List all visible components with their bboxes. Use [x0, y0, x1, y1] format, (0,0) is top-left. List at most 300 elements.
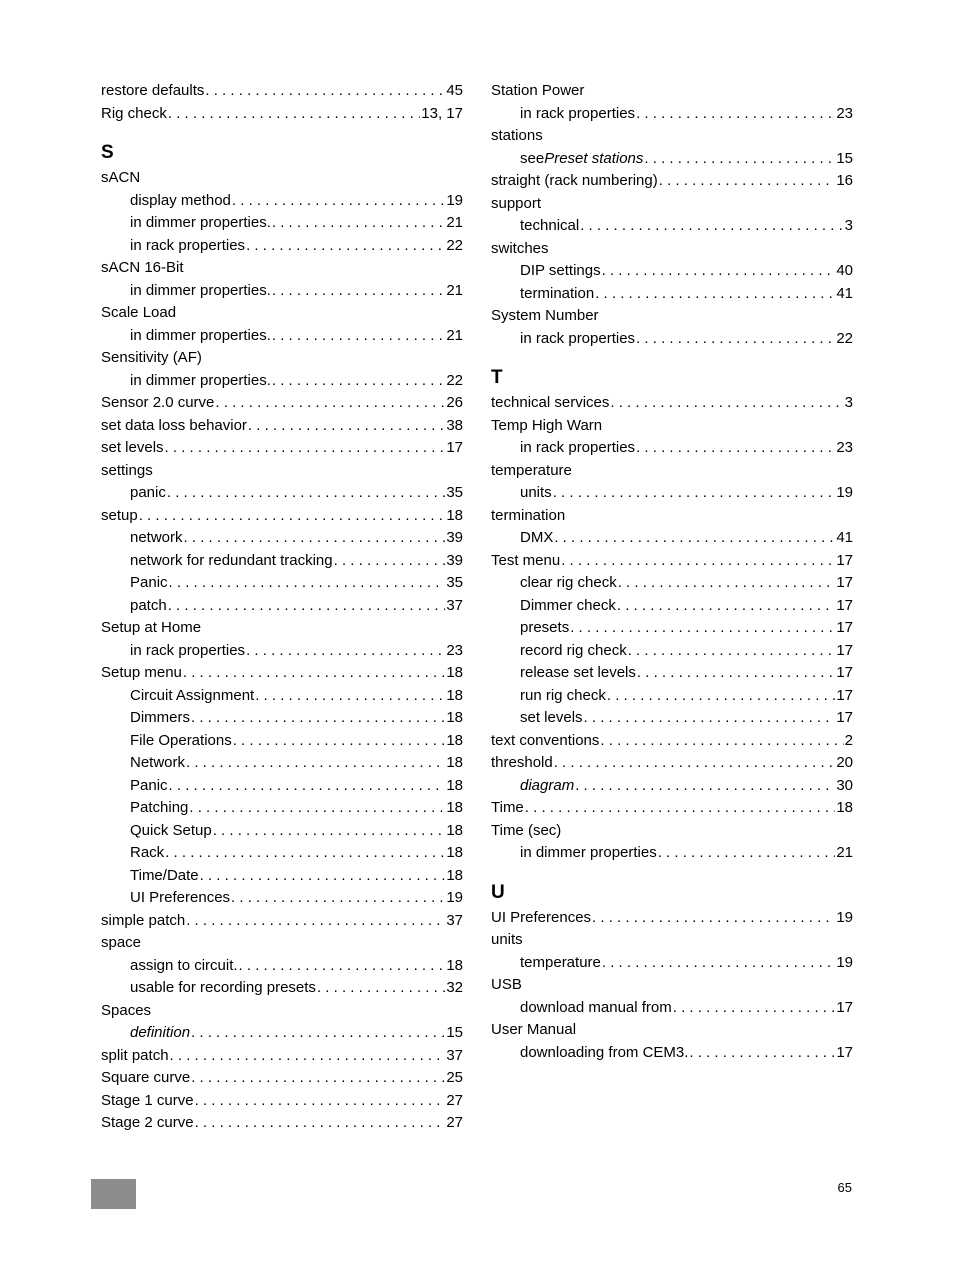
index-term: in dimmer properties. — [130, 371, 271, 389]
dot-leader — [186, 752, 445, 775]
index-term: stations — [491, 127, 543, 144]
index-page-ref: 15 — [836, 149, 853, 167]
index-page-ref: 18 — [446, 956, 463, 974]
index-heading-user-manual — [491, 1019, 853, 1042]
index-page-ref: 22 — [446, 236, 463, 254]
index-term: Stage 2 curve — [101, 1114, 194, 1131]
index-term: in rack properties — [520, 329, 636, 347]
index-page-ref: 17 — [836, 619, 853, 636]
index-term: presets — [520, 619, 570, 636]
index-term: split patch — [101, 1046, 169, 1064]
index-term: straight (rack numbering) — [491, 172, 658, 189]
dot-leader — [169, 775, 446, 798]
index-heading-usb — [491, 974, 853, 997]
index-subentry-display-method — [101, 190, 463, 213]
index-term: display method — [130, 191, 231, 209]
index-heading-space — [101, 932, 463, 955]
index-term: in rack properties — [520, 439, 636, 456]
dot-leader — [602, 260, 836, 283]
index-entry-stage-2-curve — [101, 1112, 463, 1135]
index-subentry-ui-preferences — [101, 887, 463, 910]
index-page-ref: 17 — [836, 686, 853, 704]
index-subentry-in-rack-properties — [491, 328, 853, 351]
index-page-ref: 23 — [836, 439, 853, 456]
index-heading-scale-load — [101, 302, 463, 325]
index-entry-ui-preferences — [491, 907, 853, 930]
index-page-ref: 19 — [836, 953, 853, 971]
index-subentry-file-operations — [101, 730, 463, 753]
index-term: Dimmers — [130, 709, 190, 726]
dot-leader — [636, 103, 835, 126]
index-heading-termination — [491, 505, 853, 528]
index-subentry-assign-to-circuit — [101, 955, 463, 978]
index-page-ref: 21 — [836, 844, 853, 861]
index-page-ref: 17 — [836, 641, 853, 659]
dot-leader — [165, 437, 446, 460]
index-subentry-diagram — [491, 775, 853, 798]
dot-leader — [602, 952, 835, 975]
dot-leader — [659, 170, 836, 193]
index-column-right — [491, 80, 853, 1064]
index-term: Network — [130, 754, 186, 771]
index-term: Station Power — [491, 82, 585, 99]
index-term: text conventions — [491, 731, 600, 749]
index-page-ref: 18 — [446, 506, 463, 524]
index-page-ref: 35 — [446, 574, 463, 591]
index-subentry-network — [101, 527, 463, 550]
index-term: Rack — [130, 844, 165, 861]
index-term: Panic — [130, 776, 168, 794]
index-subentry-units — [491, 482, 853, 505]
index-entry-sensor-2-0-curve — [101, 392, 463, 415]
index-term: sACN — [101, 169, 141, 186]
index-column-left — [101, 80, 463, 1135]
index-subentry-in-dimmer-properties — [491, 842, 853, 865]
index-entry-text-conventions — [491, 730, 853, 753]
index-page-ref: 37 — [446, 596, 463, 614]
index-page-ref: 17 — [836, 664, 853, 681]
index-entry-split-patch — [101, 1045, 463, 1068]
dot-leader — [610, 392, 843, 415]
index-subentry-downloading-from-cem3 — [491, 1042, 853, 1065]
index-term: in rack properties — [130, 641, 246, 659]
index-page-ref: 17 — [836, 709, 853, 726]
dot-leader — [191, 707, 445, 730]
index-subentry-in-rack-properties — [491, 437, 853, 460]
index-page-ref: 15 — [446, 1024, 463, 1041]
index-page-ref: 40 — [836, 262, 853, 279]
index-page-ref: 20 — [836, 754, 853, 771]
index-subentry-circuit-assignment — [101, 685, 463, 708]
dot-leader — [168, 595, 446, 618]
index-term: Time/Date — [130, 866, 199, 884]
index-page-ref: 3 — [844, 394, 853, 411]
index-page-ref: 21 — [446, 326, 463, 344]
index-subentry-rack — [101, 842, 463, 865]
dot-leader — [272, 212, 445, 235]
index-heading-sensitivity-af — [101, 347, 463, 370]
index-subentry-panic — [101, 775, 463, 798]
dot-leader — [195, 1112, 446, 1135]
dot-leader — [570, 617, 835, 640]
index-term: patch — [130, 596, 167, 614]
index-subentry-definition — [101, 1022, 463, 1045]
index-page-ref: 17 — [836, 596, 853, 614]
index-term: Setup menu — [101, 664, 182, 681]
dot-leader — [553, 482, 836, 505]
index-subentry-see-preset-stations — [491, 148, 853, 171]
index-subentry-in-rack-properties — [101, 235, 463, 258]
dot-leader — [248, 415, 445, 438]
index-page-ref: 17 — [836, 574, 853, 591]
dot-leader — [169, 572, 446, 595]
index-entry-simple-patch — [101, 910, 463, 933]
index-entry-straight-rack-numbering — [491, 170, 853, 193]
index-subentry-in-dimmer-properties — [101, 212, 463, 235]
dot-leader — [272, 370, 445, 393]
index-term: network for redundant tracking — [130, 551, 333, 569]
index-heading-setup-at-home — [101, 617, 463, 640]
index-page-ref: 23 — [836, 104, 853, 122]
dot-leader — [575, 775, 835, 798]
index-subentry-in-dimmer-properties — [101, 280, 463, 303]
index-subentry-network — [101, 752, 463, 775]
index-term: in dimmer properties. — [130, 326, 271, 344]
dot-leader — [561, 550, 835, 573]
index-term: DIP settings — [520, 262, 601, 279]
dot-leader — [246, 640, 445, 663]
section-letter-s: S — [101, 142, 114, 163]
index-heading-sacn — [101, 167, 463, 190]
index-page-ref: 32 — [446, 979, 463, 996]
index-subentry-temperature — [491, 952, 853, 975]
index-term: Scale Load — [101, 304, 177, 321]
index-entry-technical-services — [491, 392, 853, 415]
index-term: release set levels — [520, 664, 636, 681]
dot-leader — [637, 662, 835, 685]
index-term: switches — [491, 239, 549, 257]
index-term: Temp High Warn — [491, 416, 603, 434]
index-term: Time (sec) — [491, 821, 562, 839]
index-term: diagram — [520, 776, 575, 794]
dot-leader — [239, 955, 446, 978]
index-page-ref: 25 — [446, 1069, 463, 1086]
index-entry-stage-1-curve — [101, 1090, 463, 1113]
index-term: panic — [130, 484, 166, 501]
index-term: Setup at Home — [101, 619, 202, 636]
index-page-ref: 2 — [844, 731, 853, 749]
index-term: Quick Setup — [130, 821, 212, 839]
index-page-ref: 41 — [836, 529, 853, 546]
index-subentry-network-for-redundant-tracking — [101, 550, 463, 573]
index-term: Circuit Assignment — [130, 686, 255, 704]
index-term: User Manual — [491, 1021, 577, 1038]
index-page-ref: 17 — [836, 1043, 853, 1061]
index-page-ref: 35 — [446, 484, 463, 501]
index-subentry-download-manual-from — [491, 997, 853, 1020]
index-term: Sensor 2.0 curve — [101, 394, 215, 411]
index-page-ref: 39 — [446, 529, 463, 546]
index-subentry-clear-rig-check — [491, 572, 853, 595]
index-term: record rig check — [520, 641, 627, 659]
index-page-ref: 18 — [446, 844, 463, 861]
index-term: Test menu — [491, 551, 561, 569]
index-heading-temp-high-warn — [491, 415, 853, 438]
dot-leader — [334, 550, 446, 573]
dot-leader — [231, 887, 445, 910]
index-term: units — [520, 484, 552, 501]
index-entry-set-levels — [101, 437, 463, 460]
dot-leader — [584, 707, 836, 730]
section-letter-t: T — [491, 367, 503, 388]
dot-leader — [317, 977, 445, 1000]
index-term: in dimmer properties. — [130, 214, 271, 231]
index-entry-threshold — [491, 752, 853, 775]
dot-leader — [272, 280, 445, 303]
index-term: set levels — [101, 439, 164, 456]
index-subentry-quick-setup — [101, 820, 463, 843]
index-page-ref: 13, 17 — [421, 104, 463, 122]
page-number: 65 — [837, 1180, 852, 1195]
index-subentry-dimmer-check — [491, 595, 853, 618]
index-page-ref: 18 — [446, 776, 463, 794]
index-term: set data loss behavior — [101, 416, 247, 434]
index-term: definition — [130, 1024, 191, 1041]
index-heading-sacn-16-bit — [101, 257, 463, 280]
index-term: Sensitivity (AF) — [101, 349, 202, 366]
index-term: UI Preferences — [491, 908, 592, 926]
dot-leader — [272, 325, 445, 348]
index-term: downloading from CEM3. — [520, 1043, 689, 1061]
index-heading-support — [491, 193, 853, 216]
index-subentry-time-date — [101, 865, 463, 888]
dot-leader — [184, 527, 446, 550]
index-subentry-dimmers — [101, 707, 463, 730]
index-term: support — [491, 194, 542, 212]
index-heading-stations — [491, 125, 853, 148]
index-page-ref: 18 — [446, 664, 463, 681]
dot-leader — [600, 730, 843, 753]
index-page-ref: 23 — [446, 641, 463, 659]
dot-leader — [139, 505, 446, 528]
index-subentry-dip-settings — [491, 260, 853, 283]
dot-leader — [618, 572, 836, 595]
dot-leader — [232, 190, 445, 213]
index-page-ref: 17 — [836, 551, 853, 569]
index-entry-rig-check — [101, 103, 463, 126]
index-subentry-patch — [101, 595, 463, 618]
index-term: Panic — [130, 574, 168, 591]
index-page-ref: 19 — [836, 484, 853, 501]
index-page-ref: 3 — [844, 217, 853, 234]
dot-leader — [165, 842, 445, 865]
index-page-ref: 18 — [446, 686, 463, 704]
index-term: see — [520, 149, 545, 167]
index-page-ref: 19 — [446, 191, 463, 209]
index-page-ref: 18 — [836, 799, 853, 816]
index-term: termination — [491, 506, 566, 524]
index-term: Spaces — [101, 1001, 152, 1019]
index-term: Patching — [130, 799, 189, 816]
dot-leader — [525, 797, 836, 820]
index-heading-time-sec — [491, 820, 853, 843]
index-term: simple patch — [101, 911, 186, 929]
index-term: space — [101, 934, 142, 951]
index-term: technical services — [491, 394, 610, 411]
index-subentry-panic — [101, 482, 463, 505]
index-heading-settings — [101, 460, 463, 483]
dot-leader — [170, 1045, 446, 1068]
index-page-ref: 18 — [446, 754, 463, 771]
dot-leader — [636, 437, 835, 460]
index-subentry-set-levels — [491, 707, 853, 730]
dot-leader — [168, 103, 420, 126]
dot-leader — [617, 595, 835, 618]
index-entry-restore-defaults — [101, 80, 463, 103]
index-subentry-release-set-levels — [491, 662, 853, 685]
index-page-ref: 16 — [836, 172, 853, 189]
dot-leader — [167, 482, 445, 505]
index-page-ref: 21 — [446, 281, 463, 299]
index-term: setup — [101, 506, 138, 524]
dot-leader — [189, 797, 445, 820]
index-term: in dimmer properties — [520, 844, 657, 861]
index-term: units — [491, 931, 523, 948]
index-page-ref: 17 — [836, 998, 853, 1016]
index-page-ref: 22 — [446, 371, 463, 389]
dot-leader — [628, 640, 836, 663]
index-subentry-patching — [101, 797, 463, 820]
index-subentry-usable-for-recording-presets — [101, 977, 463, 1000]
dot-leader — [205, 80, 445, 103]
index-term: usable for recording presets — [130, 979, 316, 996]
index-term: File Operations — [130, 731, 232, 749]
dot-leader — [255, 685, 445, 708]
index-subentry-dmx — [491, 527, 853, 550]
index-term: UI Preferences — [130, 889, 231, 906]
dot-leader — [183, 662, 445, 685]
section-letter-u: U — [491, 881, 505, 903]
index-heading-switches — [491, 238, 853, 261]
index-term: settings — [101, 461, 153, 479]
index-term: run rig check — [520, 686, 606, 704]
index-page-ref: 18 — [446, 709, 463, 726]
index-entry-time — [491, 797, 853, 820]
index-subentry-in-dimmer-properties — [101, 370, 463, 393]
index-page-ref: 18 — [446, 866, 463, 884]
index-term: in rack properties — [130, 236, 246, 254]
index-subentry-technical — [491, 215, 853, 238]
dot-leader — [592, 907, 835, 930]
dot-leader — [191, 1022, 445, 1045]
index-page-ref: 37 — [446, 1046, 463, 1064]
dot-leader — [186, 910, 445, 933]
index-entry-square-curve — [101, 1067, 463, 1090]
index-term: DMX — [520, 529, 554, 546]
index-term: temperature — [520, 953, 601, 971]
index-term: download manual from — [520, 998, 672, 1016]
index-page-ref: 18 — [446, 799, 463, 816]
index-term-reference: Preset stations — [544, 149, 644, 167]
index-page-ref: 41 — [836, 284, 853, 302]
index-heading-station-power — [491, 80, 853, 103]
dot-leader — [554, 752, 836, 775]
index-subentry-panic — [101, 572, 463, 595]
index-term: technical — [520, 217, 580, 234]
index-term: temperature — [491, 461, 572, 479]
index-entry-setup — [101, 505, 463, 528]
index-term: termination — [520, 284, 595, 302]
index-term: System Number — [491, 307, 599, 324]
index-page-ref: 30 — [836, 776, 853, 794]
index-term: Square curve — [101, 1069, 191, 1086]
index-subentry-termination — [491, 283, 853, 306]
index-heading-system-number — [491, 305, 853, 328]
dot-leader — [554, 527, 835, 550]
dot-leader — [673, 997, 836, 1020]
index-subentry-run-rig-check — [491, 685, 853, 708]
dot-leader — [607, 685, 835, 708]
index-term: clear rig check — [520, 574, 617, 591]
dot-leader — [689, 1042, 835, 1065]
index-subentry-in-rack-properties — [101, 640, 463, 663]
dot-leader — [658, 842, 836, 865]
index-term: restore defaults — [101, 82, 205, 99]
index-entry-set-data-loss-behavior — [101, 415, 463, 438]
index-page-ref: 38 — [446, 416, 463, 434]
dot-leader — [200, 865, 446, 888]
index-entry-setup-menu — [101, 662, 463, 685]
index-term: Rig check — [101, 104, 167, 122]
index-page-ref: 19 — [836, 908, 853, 926]
index-term: assign to circuit. — [130, 956, 238, 974]
index-term: set levels — [520, 709, 583, 726]
dot-leader — [595, 283, 835, 306]
index-page-ref: 22 — [836, 329, 853, 347]
index-term: in rack properties — [520, 104, 636, 122]
index-page-ref: 18 — [446, 731, 463, 749]
index-term: Stage 1 curve — [101, 1091, 194, 1109]
footer-tab-block — [91, 1179, 136, 1209]
dot-leader — [195, 1090, 446, 1113]
dot-leader — [215, 392, 445, 415]
index-term: threshold — [491, 754, 553, 771]
index-term: Dimmer check — [520, 596, 616, 614]
index-term: in dimmer properties. — [130, 281, 271, 299]
index-heading-spaces — [101, 1000, 463, 1023]
index-page-ref: 45 — [446, 82, 463, 99]
index-subentry-presets — [491, 617, 853, 640]
index-page-ref: 27 — [446, 1114, 463, 1131]
dot-leader — [213, 820, 446, 843]
index-subentry-in-rack-properties — [491, 103, 853, 126]
index-page-ref: 37 — [446, 911, 463, 929]
dot-leader — [644, 148, 835, 171]
dot-leader — [636, 328, 835, 351]
index-page-ref: 39 — [446, 551, 463, 569]
index-page-ref: 27 — [446, 1091, 463, 1109]
index-page-ref: 17 — [446, 439, 463, 456]
index-term: network — [130, 529, 183, 546]
dot-leader — [233, 730, 446, 753]
index-entry-test-menu — [491, 550, 853, 573]
dot-leader — [191, 1067, 445, 1090]
index-page-ref: 18 — [446, 821, 463, 839]
dot-leader — [246, 235, 445, 258]
index-page-ref: 26 — [446, 394, 463, 411]
index-term: USB — [491, 976, 522, 993]
index-heading-units — [491, 929, 853, 952]
